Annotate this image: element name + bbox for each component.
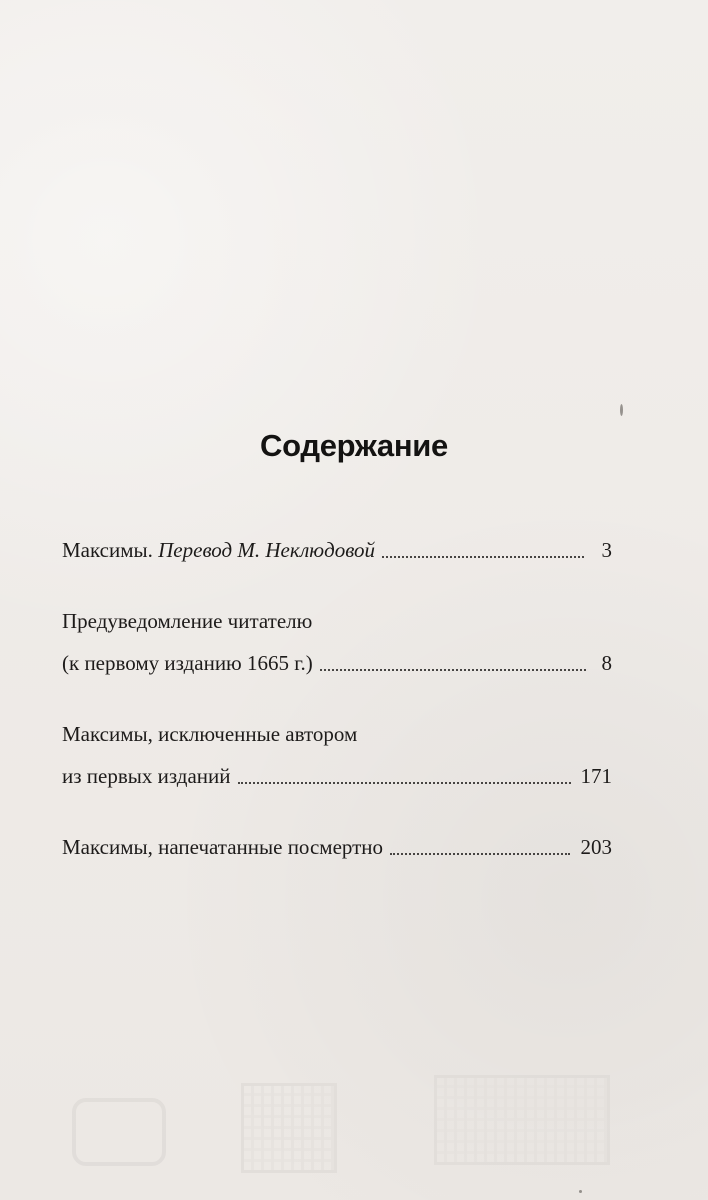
toc-entry-line <box>62 833 612 861</box>
toc-entry-line <box>62 720 612 748</box>
toc-page-number: 8 <box>601 651 612 675</box>
table-of-contents <box>62 536 612 861</box>
bleed-through-badge <box>72 1098 166 1166</box>
page-title: Содержание <box>260 428 448 463</box>
toc-entry-line <box>62 649 612 677</box>
toc-page-number: 171 <box>580 764 612 788</box>
toc-entry-title-regular: Максимы. <box>62 538 159 562</box>
toc-entry-posthumous-maxims <box>62 833 612 861</box>
bleed-through-barcode <box>434 1075 610 1165</box>
toc-entry-title: Максимы, исключенные автором <box>62 722 358 746</box>
dot-leader <box>382 556 584 558</box>
toc-entry-subtitle: (к первому изданию 1665 г.) <box>62 651 313 675</box>
dot-leader <box>238 782 572 784</box>
toc-entry-line <box>62 762 612 790</box>
dot-leader <box>320 669 586 671</box>
toc-entry-maxims-translation <box>62 536 612 564</box>
toc-entry-title <box>62 536 375 564</box>
toc-page-number: 203 <box>580 835 612 859</box>
toc-entry-title: Предуведомление читателю <box>62 609 313 633</box>
toc-entry-subtitle: из первых изданий <box>62 764 231 788</box>
toc-entry-title: Максимы, напечатанные посмертно <box>62 835 384 859</box>
toc-entry-excluded-maxims <box>62 720 612 790</box>
paper-speck <box>579 1190 582 1193</box>
toc-entry-preface <box>62 607 612 677</box>
bleed-through-qr-code <box>241 1083 337 1173</box>
toc-entry-title-italic: Перевод М. Неклюдовой <box>158 538 376 562</box>
toc-entry-line <box>62 536 612 564</box>
paper-speck <box>620 404 623 416</box>
toc-entry-line <box>62 607 612 635</box>
toc-page-number: 3 <box>601 538 612 562</box>
dot-leader <box>390 853 570 855</box>
